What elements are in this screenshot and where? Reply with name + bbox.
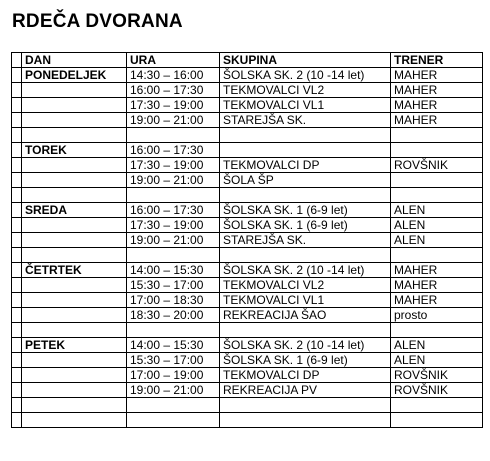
- group-cell: REKREACIJA PV: [220, 383, 391, 398]
- time-cell: 16:00 – 17:30: [127, 203, 220, 218]
- group-cell: TEKMOVALCI VL2: [220, 278, 391, 293]
- row-spacer-cell: [12, 143, 22, 158]
- day-cell: PETEK: [22, 338, 127, 353]
- table-row: [12, 113, 483, 128]
- header-day: DAN: [22, 53, 127, 68]
- row-spacer-cell: [12, 278, 22, 293]
- row-spacer-cell: [12, 188, 22, 203]
- header-spacer: [12, 53, 22, 68]
- coach-cell: [391, 173, 483, 188]
- time-cell: [127, 248, 220, 263]
- time-cell: [127, 323, 220, 338]
- time-cell: 14:00 – 15:30: [127, 338, 220, 353]
- group-cell: STAREJŠA SK.: [220, 233, 391, 248]
- coach-cell: prosto: [391, 308, 483, 323]
- spacer-row: [12, 413, 483, 428]
- day-cell: [22, 308, 127, 323]
- group-cell: ŠOLA ŠP: [220, 173, 391, 188]
- table-row: [12, 293, 483, 308]
- day-cell: [22, 293, 127, 308]
- row-spacer-cell: [12, 233, 22, 248]
- day-cell: [22, 323, 127, 338]
- row-spacer-cell: [12, 323, 22, 338]
- table-row: [12, 263, 483, 278]
- table-row: [12, 278, 483, 293]
- time-cell: 19:00 – 21:00: [127, 173, 220, 188]
- time-cell: 17:30 – 19:00: [127, 98, 220, 113]
- group-cell: [220, 143, 391, 158]
- time-cell: 19:00 – 21:00: [127, 113, 220, 128]
- coach-cell: MAHER: [391, 113, 483, 128]
- time-cell: 19:00 – 21:00: [127, 383, 220, 398]
- group-cell: [220, 323, 391, 338]
- coach-cell: [391, 188, 483, 203]
- time-cell: 19:00 – 21:00: [127, 233, 220, 248]
- group-cell: ŠOLSKA SK. 2 (10 -14 let): [220, 263, 391, 278]
- group-cell: TEKMOVALCI VL1: [220, 98, 391, 113]
- group-cell: [220, 413, 391, 428]
- row-spacer-cell: [12, 413, 22, 428]
- group-cell: ŠOLSKA SK. 2 (10 -14 let): [220, 338, 391, 353]
- schedule-table: [11, 52, 483, 428]
- time-cell: 16:00 – 17:30: [127, 143, 220, 158]
- time-cell: 17:30 – 19:00: [127, 158, 220, 173]
- table-row: [12, 308, 483, 323]
- day-cell: [22, 83, 127, 98]
- row-spacer-cell: [12, 218, 22, 233]
- page-title: RDEČA DVORANA: [12, 11, 183, 32]
- row-spacer-cell: [12, 338, 22, 353]
- time-cell: 17:00 – 18:30: [127, 293, 220, 308]
- group-cell: [220, 248, 391, 263]
- day-cell: [22, 113, 127, 128]
- time-cell: 17:00 – 19:00: [127, 368, 220, 383]
- table-row: [12, 158, 483, 173]
- group-cell: ŠOLSKA SK. 1 (6-9 let): [220, 353, 391, 368]
- row-spacer-cell: [12, 248, 22, 263]
- row-spacer-cell: [12, 368, 22, 383]
- group-cell: TEKMOVALCI VL1: [220, 293, 391, 308]
- coach-cell: ALEN: [391, 353, 483, 368]
- coach-cell: MAHER: [391, 278, 483, 293]
- header-time: URA: [127, 53, 220, 68]
- time-cell: [127, 413, 220, 428]
- time-cell: 15:30 – 17:00: [127, 278, 220, 293]
- coach-cell: ROVŠNIK: [391, 383, 483, 398]
- day-cell: [22, 368, 127, 383]
- time-cell: 17:30 – 19:00: [127, 218, 220, 233]
- header-row: [12, 53, 483, 68]
- day-cell: [22, 158, 127, 173]
- row-spacer-cell: [12, 383, 22, 398]
- day-cell: [22, 98, 127, 113]
- day-cell: [22, 173, 127, 188]
- group-cell: REKREACIJA ŠAO: [220, 308, 391, 323]
- group-cell: STAREJŠA SK.: [220, 113, 391, 128]
- group-cell: [220, 188, 391, 203]
- row-spacer-cell: [12, 68, 22, 83]
- day-cell: [22, 353, 127, 368]
- day-cell: [22, 383, 127, 398]
- row-spacer-cell: [12, 83, 22, 98]
- group-cell: [220, 398, 391, 413]
- group-cell: TEKMOVALCI DP: [220, 158, 391, 173]
- table-row: [12, 233, 483, 248]
- day-cell: [22, 248, 127, 263]
- spacer-row: [12, 248, 483, 263]
- coach-cell: ALEN: [391, 218, 483, 233]
- row-spacer-cell: [12, 398, 22, 413]
- time-cell: [127, 188, 220, 203]
- coach-cell: MAHER: [391, 83, 483, 98]
- row-spacer-cell: [12, 158, 22, 173]
- day-cell: [22, 128, 127, 143]
- table-row: [12, 83, 483, 98]
- day-cell: SREDA: [22, 203, 127, 218]
- day-cell: ČETRTEK: [22, 263, 127, 278]
- coach-cell: [391, 128, 483, 143]
- spacer-row: [12, 128, 483, 143]
- table-row: [12, 68, 483, 83]
- day-cell: [22, 398, 127, 413]
- table-row: [12, 218, 483, 233]
- time-cell: 15:30 – 17:00: [127, 353, 220, 368]
- coach-cell: [391, 143, 483, 158]
- row-spacer-cell: [12, 203, 22, 218]
- coach-cell: MAHER: [391, 293, 483, 308]
- coach-cell: ROVŠNIK: [391, 368, 483, 383]
- coach-cell: ALEN: [391, 338, 483, 353]
- time-cell: 14:30 – 16:00: [127, 68, 220, 83]
- spacer-row: [12, 323, 483, 338]
- group-cell: ŠOLSKA SK. 2 (10 -14 let): [220, 68, 391, 83]
- time-cell: [127, 128, 220, 143]
- time-cell: 16:00 – 17:30: [127, 83, 220, 98]
- day-cell: PONEDELJEK: [22, 68, 127, 83]
- header-coach: TRENER: [391, 53, 483, 68]
- day-cell: TOREK: [22, 143, 127, 158]
- table-row: [12, 368, 483, 383]
- table-row: [12, 338, 483, 353]
- table-row: [12, 203, 483, 218]
- group-cell: ŠOLSKA SK. 1 (6-9 let): [220, 203, 391, 218]
- time-cell: 18:30 – 20:00: [127, 308, 220, 323]
- header-group: SKUPINA: [220, 53, 391, 68]
- group-cell: TEKMOVALCI VL2: [220, 83, 391, 98]
- coach-cell: ALEN: [391, 203, 483, 218]
- coach-cell: [391, 248, 483, 263]
- coach-cell: ROVŠNIK: [391, 158, 483, 173]
- row-spacer-cell: [12, 173, 22, 188]
- group-cell: ŠOLSKA SK. 1 (6-9 let): [220, 218, 391, 233]
- coach-cell: [391, 398, 483, 413]
- spacer-row: [12, 398, 483, 413]
- day-cell: [22, 188, 127, 203]
- coach-cell: MAHER: [391, 263, 483, 278]
- coach-cell: MAHER: [391, 68, 483, 83]
- coach-cell: MAHER: [391, 98, 483, 113]
- row-spacer-cell: [12, 308, 22, 323]
- day-cell: [22, 413, 127, 428]
- table-row: [12, 143, 483, 158]
- table-row: [12, 98, 483, 113]
- day-cell: [22, 218, 127, 233]
- table-row: [12, 353, 483, 368]
- row-spacer-cell: [12, 98, 22, 113]
- row-spacer-cell: [12, 353, 22, 368]
- day-cell: [22, 233, 127, 248]
- row-spacer-cell: [12, 263, 22, 278]
- time-cell: 14:00 – 15:30: [127, 263, 220, 278]
- spacer-row: [12, 188, 483, 203]
- row-spacer-cell: [12, 293, 22, 308]
- row-spacer-cell: [12, 128, 22, 143]
- coach-cell: [391, 413, 483, 428]
- group-cell: [220, 128, 391, 143]
- row-spacer-cell: [12, 113, 22, 128]
- coach-cell: [391, 323, 483, 338]
- coach-cell: ALEN: [391, 233, 483, 248]
- table-row: [12, 383, 483, 398]
- time-cell: [127, 398, 220, 413]
- group-cell: TEKMOVALCI DP: [220, 368, 391, 383]
- table-row: [12, 173, 483, 188]
- day-cell: [22, 278, 127, 293]
